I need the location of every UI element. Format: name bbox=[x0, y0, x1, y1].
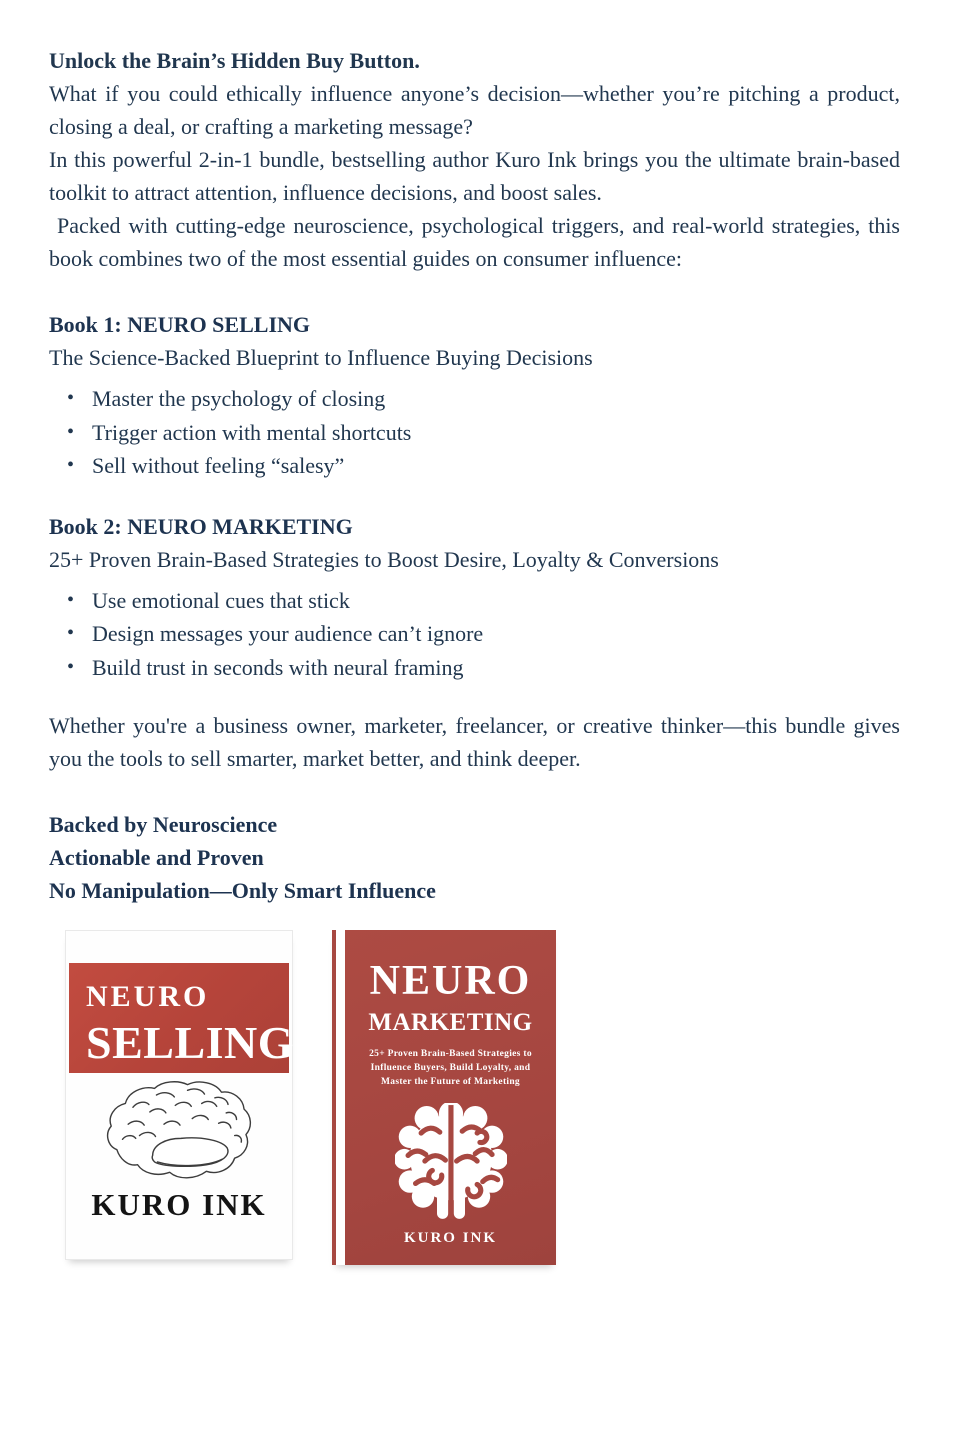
claim-line: Backed by Neuroscience bbox=[49, 812, 278, 837]
cover-spine-gap bbox=[336, 930, 345, 1265]
claims-block bbox=[49, 808, 900, 907]
subtitle-line: 25+ Proven Brain-Based Strategies to bbox=[369, 1049, 532, 1059]
neuro-selling-cover bbox=[65, 930, 293, 1260]
description-title: Unlock the Brain’s Hidden Buy Button. bbox=[49, 48, 420, 73]
claim-line: No Manipulation—Only Smart Influence bbox=[49, 878, 436, 903]
selling-title-box bbox=[69, 963, 295, 1073]
list-item: • Trigger action with mental shortcuts bbox=[65, 416, 900, 450]
brain-side-sketch-icon bbox=[92, 1079, 268, 1185]
list-item: • Build trust in seconds with neural framing bbox=[65, 651, 900, 685]
selling-title-word2: SELLING bbox=[86, 1017, 295, 1068]
subtitle-line: Influence Buyers, Build Loyalty, and bbox=[370, 1063, 531, 1073]
book1-heading: Book 1: NEURO SELLING bbox=[49, 312, 311, 337]
book2-feature-list bbox=[65, 584, 900, 685]
selling-title-word1: NEURO bbox=[86, 980, 210, 1013]
marketing-title-word1: NEURO bbox=[369, 958, 532, 1004]
description-text-column bbox=[49, 44, 900, 907]
intro-paragraph-1: What if you could ethically influence anyone’s decision—whether you’re pitching a product, closing a deal, or crafting a marketing message? bbox=[49, 81, 900, 139]
book1-subtitle: The Science-Backed Blueprint to Influence Buying Decisions bbox=[49, 345, 593, 370]
list-item: • Design messages your audience can’t ignore bbox=[65, 617, 900, 651]
book2-heading: Book 2: NEURO MARKETING bbox=[49, 513, 353, 539]
subtitle-line: Master the Future of Marketing bbox=[381, 1077, 520, 1087]
marketing-cover-subtitle bbox=[345, 1047, 556, 1089]
list-item: • Master the psychology of closing bbox=[65, 382, 900, 416]
list-item: • Use emotional cues that stick bbox=[65, 584, 900, 618]
list-item: • Sell without feeling “salesy” bbox=[65, 449, 900, 483]
book-covers-row bbox=[65, 930, 556, 1265]
selling-author-name: KURO INK bbox=[91, 1187, 267, 1222]
marketing-title-word2: MARKETING bbox=[368, 1009, 533, 1036]
intro-paragraph-2: In this powerful 2-in-1 bundle, bestselling author Kuro Ink brings you the ultimate brain-based toolkit to attract attention, influence decisions, and boost sales. bbox=[49, 147, 900, 205]
intro-paragraph-3: Packed with cutting-edge neuroscience, psychological triggers, and real-world strategies, this book combines two of the most essential guides on consumer influence: bbox=[49, 213, 900, 271]
marketing-author-name: KURO INK bbox=[403, 1230, 498, 1246]
claim-line: Actionable and Proven bbox=[49, 845, 264, 870]
brain-top-icon bbox=[395, 1103, 507, 1221]
neuro-marketing-cover bbox=[332, 930, 556, 1265]
book1-feature-list bbox=[65, 382, 900, 483]
book2-subtitle: 25+ Proven Brain-Based Strategies to Boost Desire, Loyalty & Conversions bbox=[49, 546, 719, 572]
marketing-cover-front bbox=[345, 930, 556, 1265]
outro-paragraph: Whether you're a business owner, marketer, freelancer, or creative thinker—this bundle gives you the tools to sell smarter, market better, and think deeper. bbox=[49, 713, 900, 771]
